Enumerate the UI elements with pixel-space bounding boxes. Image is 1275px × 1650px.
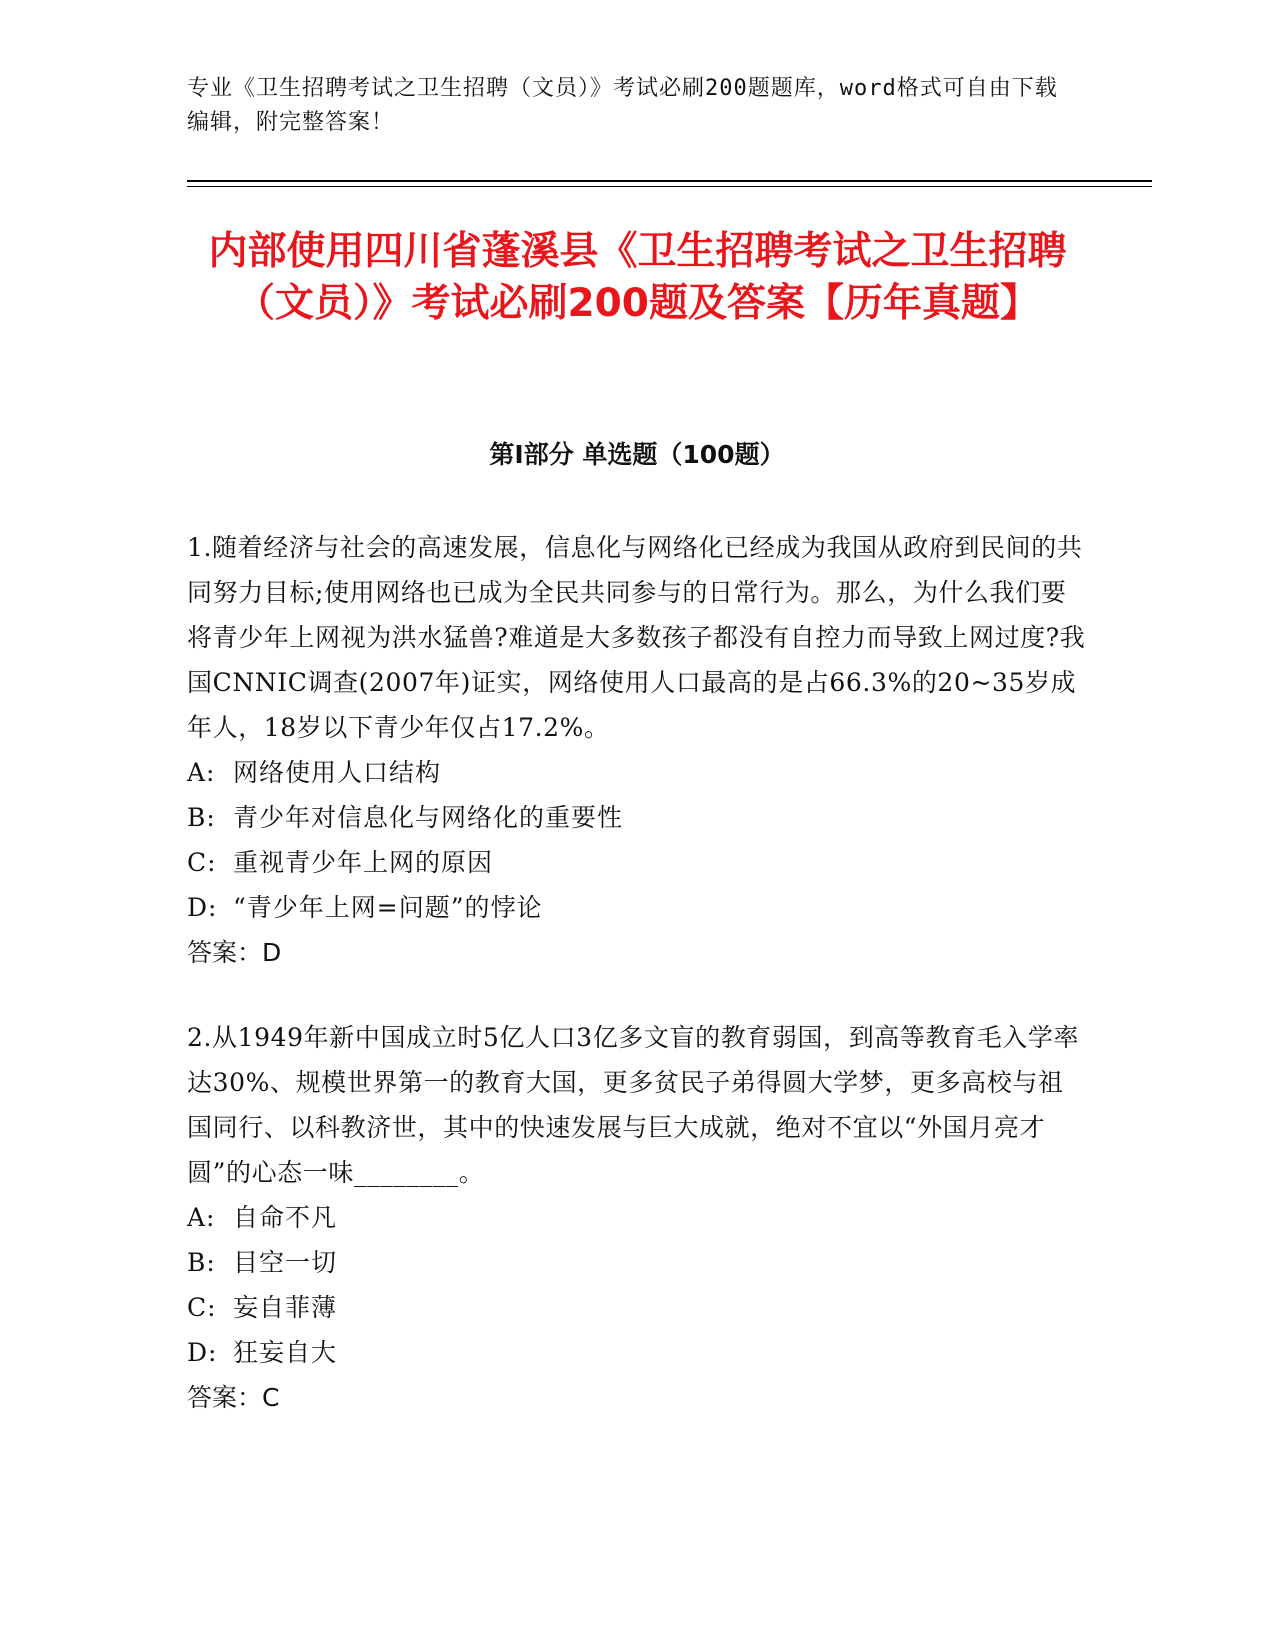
header-rule-thick (187, 180, 1152, 182)
answer-value: C (262, 1383, 280, 1412)
answer-label: 答案： (187, 1383, 263, 1412)
option-text: 狂妄自大 (233, 1338, 338, 1367)
answer-value: D (262, 938, 282, 967)
option-key: A: (187, 758, 216, 787)
option-key: D: (187, 1338, 218, 1367)
option-a (187, 1195, 1087, 1240)
document-title: 内部使用四川省蓬溪县《卫生招聘考试之卫生招聘（文员）》考试必刷200题及答案【历年真题】 (208, 229, 1067, 326)
section-heading: 第Ⅰ部分 单选题（100题） (489, 440, 785, 469)
option-c (187, 840, 1087, 885)
option-key: A: (187, 1203, 216, 1232)
option-b (187, 795, 1087, 840)
option-c (187, 1285, 1087, 1330)
header-rule-thin (187, 186, 1152, 187)
option-text: 重视青少年上网的原因 (233, 848, 494, 877)
option-text: 自命不凡 (233, 1203, 338, 1232)
option-text: 妄自菲薄 (233, 1293, 338, 1322)
option-b (187, 1240, 1087, 1285)
question-stem: 2.从1949年新中国成立时5亿人口3亿多文盲的教育弱国，到高等教育毛入学率达30%、规模世界第一的教育大国，更多贫民子弟得圆大学梦，更多高校与祖国同行、以科教济世，其中的快速发展与巨大成就，绝对不宜以“外国月亮才圆”的心态一味________。 (187, 1023, 1080, 1187)
header-note: 专业《卫生招聘考试之卫生招聘（文员）》考试必刷200题题库，word格式可自由下载编辑，附完整答案！ (187, 76, 1058, 135)
option-text: 青少年对信息化与网络化的重要性 (233, 803, 624, 832)
option-key: B: (187, 803, 216, 832)
question-list (187, 525, 1087, 1460)
answer-line (187, 930, 1087, 975)
option-key: C: (187, 848, 217, 877)
option-d (187, 885, 1087, 930)
option-key: D: (187, 893, 218, 922)
answer-label: 答案： (187, 938, 263, 967)
option-a (187, 750, 1087, 795)
answer-line (187, 1375, 1087, 1420)
option-d (187, 1330, 1087, 1375)
option-text: “青少年上网=问题”的悖论 (233, 893, 543, 922)
question-2 (187, 1015, 1087, 1420)
option-key: B: (187, 1248, 216, 1277)
question-stem: 1.随着经济与社会的高速发展，信息化与网络化已经成为我国从政府到民间的共同努力目标;使用网络也已成为全民共同参与的日常行为。那么，为什么我们要将青少年上网视为洪水猛兽?难道是大多数孩子都没有自控力而导致上网过度?我国CNNIC调查(2007年)证实，网络使用人口最高的是占66.3%的20~35岁成年人，18岁以下青少年仅占17.2%。 (187, 533, 1086, 742)
question-1 (187, 525, 1087, 975)
option-key: C: (187, 1293, 217, 1322)
option-text: 网络使用人口结构 (233, 758, 442, 787)
option-text: 目空一切 (233, 1248, 338, 1277)
